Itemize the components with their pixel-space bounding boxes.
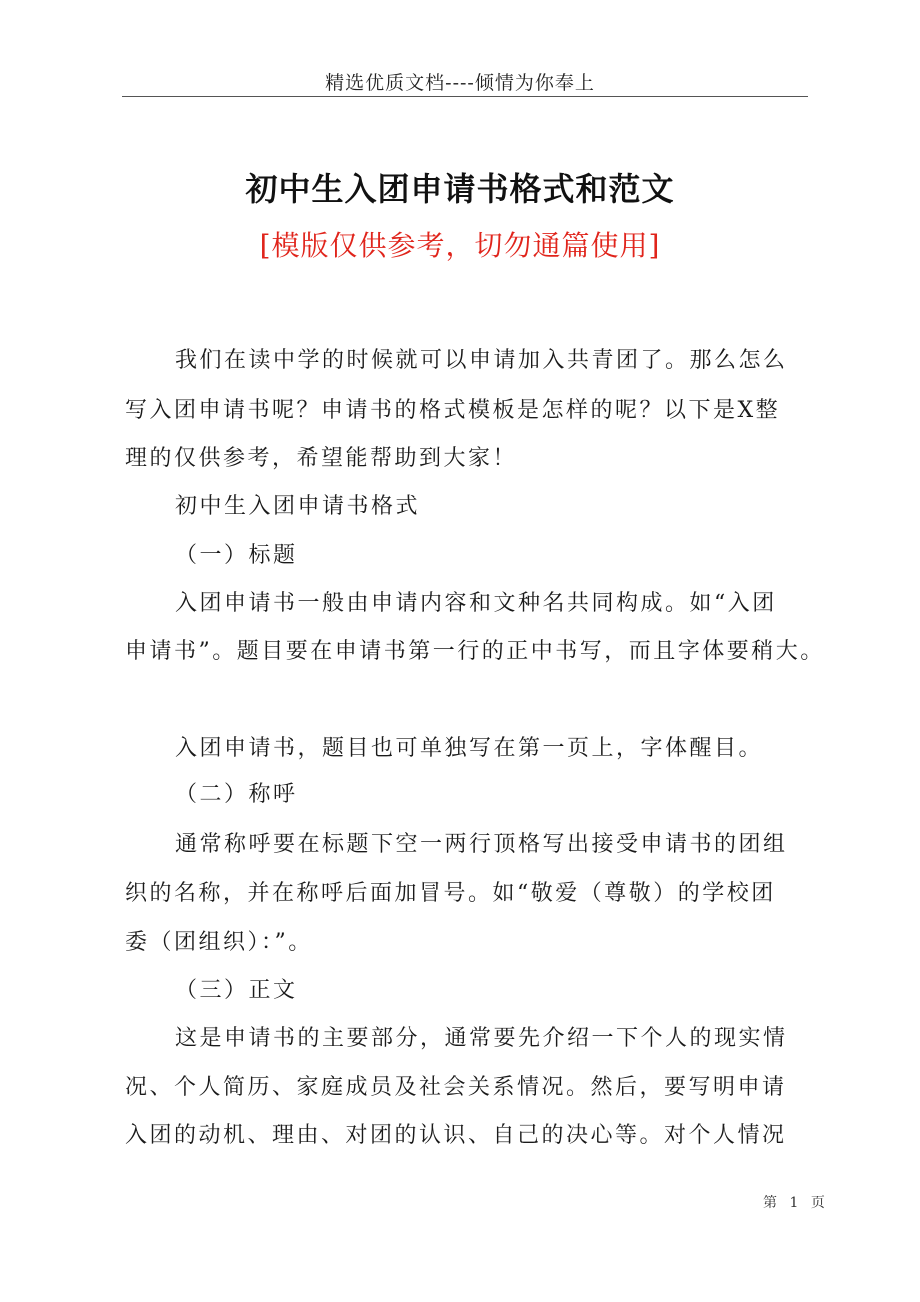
- page-footer: [760, 1192, 829, 1212]
- paragraph-line: 理的仅供参考，希望能帮助到大家！: [125, 446, 518, 471]
- paragraph-line: 写入团申请书呢？申请书的格式模板是怎样的呢？以下是X整: [125, 398, 781, 423]
- paragraph-line: 织的名称，并在称呼后面加冒号。如“敬爱（尊敬）的学校团: [125, 881, 776, 906]
- paragraph-line: 申请书”。题目要在申请书第一行的正中书写，而且字体要稍大。: [125, 639, 825, 664]
- document-subtitle: [模版仅供参考，切勿通篇使用]: [259, 229, 661, 262]
- section-heading: 初中生入团申请书格式: [175, 494, 421, 519]
- section-heading: （三）正文: [175, 978, 298, 1003]
- page-prefix: 第: [763, 1195, 778, 1211]
- paragraph-line: 况、个人简历、家庭成员及社会关系情况。然后，要写明申请: [125, 1075, 787, 1100]
- header-divider: [122, 96, 808, 97]
- paragraph-line: 入团的动机、理由、对团的认识、自己的决心等。对个人情况: [125, 1123, 787, 1148]
- paragraph-line: 通常称呼要在标题下空一两行顶格写出接受申请书的团组: [175, 832, 788, 857]
- paragraph-line: 这是申请书的主要部分，通常要先介绍一下个人的现实情: [175, 1026, 788, 1051]
- paragraph-line: 入团申请书，题目也可单独写在第一页上，字体醒目。: [175, 736, 764, 761]
- section-heading: （一）标题: [175, 543, 298, 568]
- page-number: 1: [789, 1195, 800, 1211]
- paragraph-line: 委（团组织）：”。: [125, 930, 313, 955]
- document-title: 初中生入团申请书格式和范文: [245, 170, 675, 208]
- paragraph-line: 入团申请书一般由申请内容和文种名共同构成。如“入团: [175, 591, 777, 616]
- page-suffix: 页: [810, 1195, 826, 1211]
- page-header: 精选优质文档----倾情为你奉上: [325, 72, 595, 94]
- section-heading: （二）称呼: [175, 782, 298, 807]
- paragraph-line: 我们在读中学的时候就可以申请加入共青团了。那么怎么: [175, 348, 788, 373]
